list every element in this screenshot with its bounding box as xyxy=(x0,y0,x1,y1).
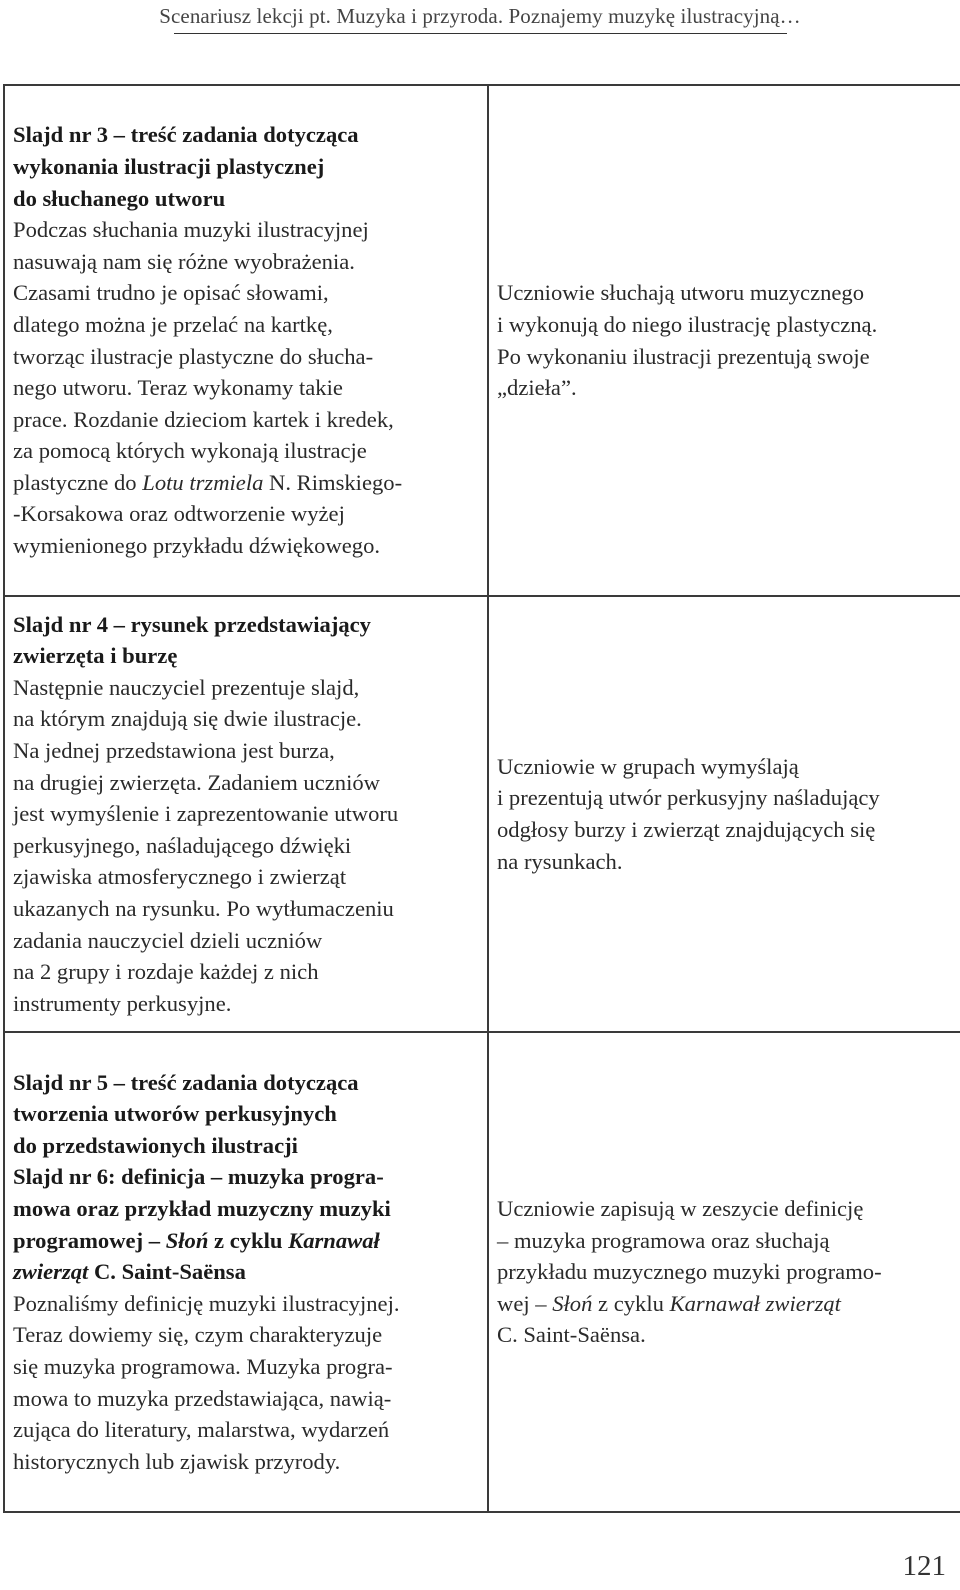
running-header: Scenariusz lekcji pt. Muzyka i przyroda. Poznajemy muzykę ilustracyjną… xyxy=(159,4,801,28)
slide-heading xyxy=(13,1067,481,1288)
text-line: jest wymyślenie i zaprezentowanie utworu xyxy=(13,801,399,827)
teacher-instruction-text xyxy=(13,1288,481,1478)
cycle-title: zwierząt xyxy=(13,1259,89,1285)
text-line: odgłosy burzy i zwierząt znajdujących się xyxy=(497,817,876,842)
text-run: C. Saint-Saënsa xyxy=(88,1259,246,1285)
text-line: nego utworu. Teraz wykonamy takie xyxy=(13,375,343,401)
text-line: zjawiska atmosferycznego i zwierząt xyxy=(13,864,347,890)
heading-line: Slajd nr 6: definicja – muzyka progra- xyxy=(13,1164,384,1190)
text-line: tworząc ilustracje plastyczne do słucha- xyxy=(13,343,374,369)
teacher-activity-cell xyxy=(4,1032,488,1512)
text-run: wej – xyxy=(497,1290,553,1316)
text-line: Na jednej przedstawiona jest burza, xyxy=(13,738,335,764)
text-line: dlatego można je przelać na kartkę, xyxy=(13,311,333,337)
lesson-table xyxy=(3,84,960,1513)
heading-line: Slajd nr 3 – treść zadania dotycząca xyxy=(13,122,359,148)
table-row xyxy=(4,1032,960,1512)
heading-line: mowa oraz przykład muzyczny muzyki xyxy=(13,1196,391,1222)
text-line: nasuwają nam się różne wyobrażenia. xyxy=(13,248,355,274)
heading-line xyxy=(13,1256,481,1288)
student-activity-cell xyxy=(488,1032,960,1512)
text-line: -Korsakowa oraz odtworzenie wyżej xyxy=(13,501,345,527)
text-line: i wykonują do niego ilustrację plastyczną. xyxy=(497,311,878,337)
cycle-title: Karnawał zwierząt xyxy=(669,1290,841,1316)
text-line: Uczniowie w grupach wymyślają xyxy=(497,753,799,779)
text-line: na 2 grupy i rozdaje każdej z nich xyxy=(13,959,319,985)
text-line: ukazanych na rysunku. Po wytłumaczeniu xyxy=(13,895,394,921)
text-line: C. Saint-Saënsa. xyxy=(497,1322,646,1348)
text-line: instrumenty perkusyjne. xyxy=(13,990,232,1016)
text-line: przykładu muzycznego muzyki programo- xyxy=(497,1259,882,1285)
heading-line: tworzenia utworów perkusyjnych xyxy=(13,1101,337,1127)
text-line: zująca do literatury, malarstwa, wydarzeń xyxy=(13,1417,390,1443)
text-line: się muzyka programowa. Muzyka progra- xyxy=(13,1353,393,1379)
teacher-instruction-text xyxy=(13,672,481,1020)
text-line: i prezentują utwór perkusyjny naśladujący xyxy=(497,785,880,811)
heading-line: zwierzęta i burzę xyxy=(13,643,178,669)
text-line: Poznaliśmy definicję muzyki ilustracyjnej. xyxy=(13,1290,400,1316)
text-line: – muzyka programowa oraz słuchają xyxy=(497,1227,830,1253)
text-run: programowej – xyxy=(13,1227,166,1253)
teacher-activity-cell xyxy=(4,596,488,1032)
teacher-activity-cell xyxy=(4,85,488,596)
heading-line: wykonania ilustracji plastycznej xyxy=(13,153,325,179)
table-row xyxy=(4,85,960,596)
text-line: za pomocą których wykonają ilustracje xyxy=(13,438,367,464)
cycle-title: Karnawał xyxy=(288,1227,380,1253)
work-title: Słoń xyxy=(552,1290,593,1316)
text-line: prace. Rozdanie dzieciom kartek i kredek, xyxy=(13,406,394,432)
text-line: na drugiej zwierzęta. Zadaniem uczniów xyxy=(13,769,380,795)
text-line: Po wykonaniu ilustracji prezentują swoje xyxy=(497,343,870,369)
work-title: Lotu trzmiela xyxy=(142,469,264,495)
text-line: Uczniowie zapisują w zeszycie definicję xyxy=(497,1196,864,1222)
text-line: na rysunkach. xyxy=(497,848,623,874)
text-line: Podczas słuchania muzyki ilustracyjnej xyxy=(13,217,369,243)
work-title: Słoń xyxy=(165,1227,209,1253)
heading-line: do słuchanego utworu xyxy=(13,185,226,211)
text-line: Czasami trudno je opisać słowami, xyxy=(13,280,329,306)
text-line: zadania nauczyciel dzieli uczniów xyxy=(13,927,323,953)
text-line: mowa to muzyka przedstawiająca, nawią- xyxy=(13,1385,392,1411)
text-line: na którym znajdują się dwie ilustracje. xyxy=(13,706,362,732)
text-line: Uczniowie słuchają utworu muzycznego xyxy=(497,280,865,306)
text-line: wymienionego przykładu dźwiękowego. xyxy=(13,533,381,559)
heading-line: Slajd nr 5 – treść zadania dotycząca xyxy=(13,1069,359,1095)
text-line xyxy=(497,1288,960,1320)
teacher-instruction-text xyxy=(13,214,481,562)
text-run: plastyczne do xyxy=(13,469,143,495)
slide-heading xyxy=(13,119,481,214)
student-activity-cell xyxy=(488,85,960,596)
text-run: N. Rimskiego- xyxy=(263,469,403,495)
page-number: 121 xyxy=(902,1550,946,1582)
slide-heading xyxy=(13,609,481,672)
table-row xyxy=(4,596,960,1032)
heading-line xyxy=(13,1225,481,1257)
header-rule xyxy=(174,33,787,34)
text-line: „dzieła”. xyxy=(497,375,577,401)
heading-line: do przedstawionych ilustracji xyxy=(13,1132,298,1158)
text-line: historycznych lub zjawisk przyrody. xyxy=(13,1448,341,1474)
text-line xyxy=(13,467,481,499)
text-line: perkusyjnego, naśladującego dźwięki xyxy=(13,832,352,858)
text-line: Następnie nauczyciel prezentuje slajd, xyxy=(13,674,360,700)
text-line: Teraz dowiemy się, czym charakteryzuje xyxy=(13,1322,383,1348)
text-run: z cyklu xyxy=(592,1290,670,1316)
heading-line: Slajd nr 4 – rysunek przedstawiający xyxy=(13,611,371,637)
text-run: z cyklu xyxy=(208,1227,289,1253)
student-activity-cell xyxy=(488,596,960,1032)
